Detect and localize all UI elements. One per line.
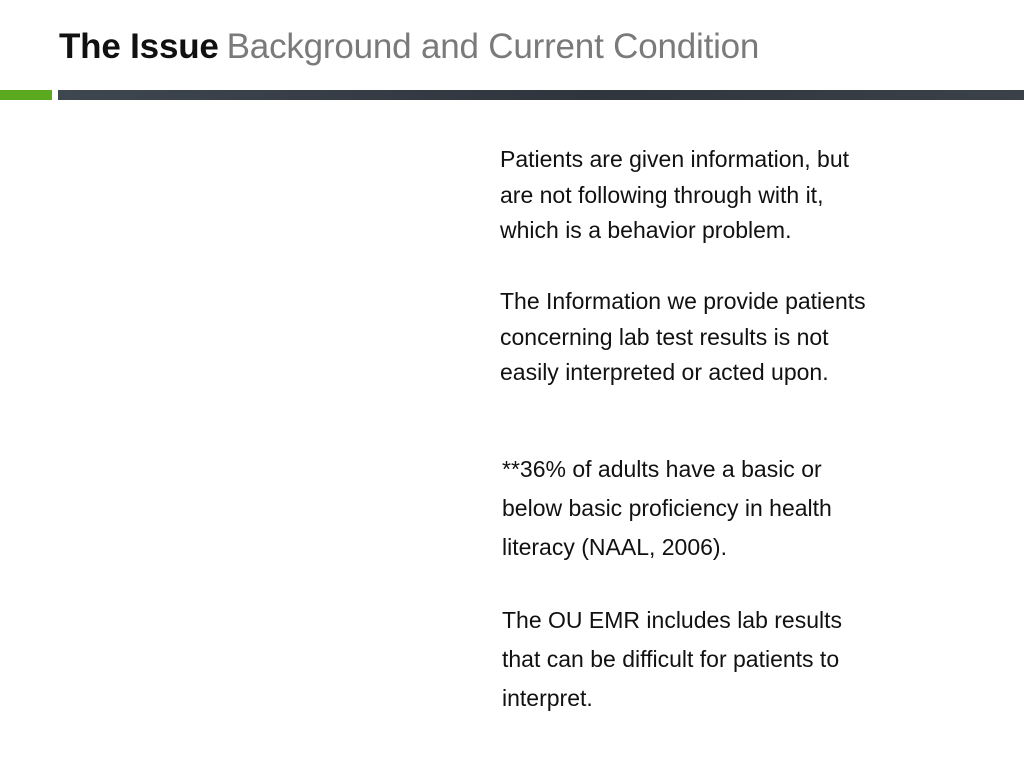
accent-green-bar xyxy=(0,90,52,100)
slide-title-subtitle: Background and Current Condition xyxy=(226,27,760,66)
body-text-upper xyxy=(500,142,940,391)
slide-title xyxy=(59,22,759,72)
paragraph-lab-results-information: The Information we provide patients concerning lab test results is not easily interpreted or acted upon. xyxy=(500,288,866,385)
body-text-lower xyxy=(502,450,942,718)
paragraph-emr-lab-results: The OU EMR includes lab results that can be difficult for patients to interpret. xyxy=(502,607,843,711)
paragraph-behavior-problem: Patients are given information, but are not following through with it, which is a behavior problem. xyxy=(500,146,850,243)
paragraph-health-literacy-statistic: **36% of adults have a basic or below basic proficiency in health literacy (NAAL, 2006). xyxy=(502,456,832,560)
title-divider-bar xyxy=(58,90,1024,100)
slide-title-main: The Issue xyxy=(59,27,219,66)
